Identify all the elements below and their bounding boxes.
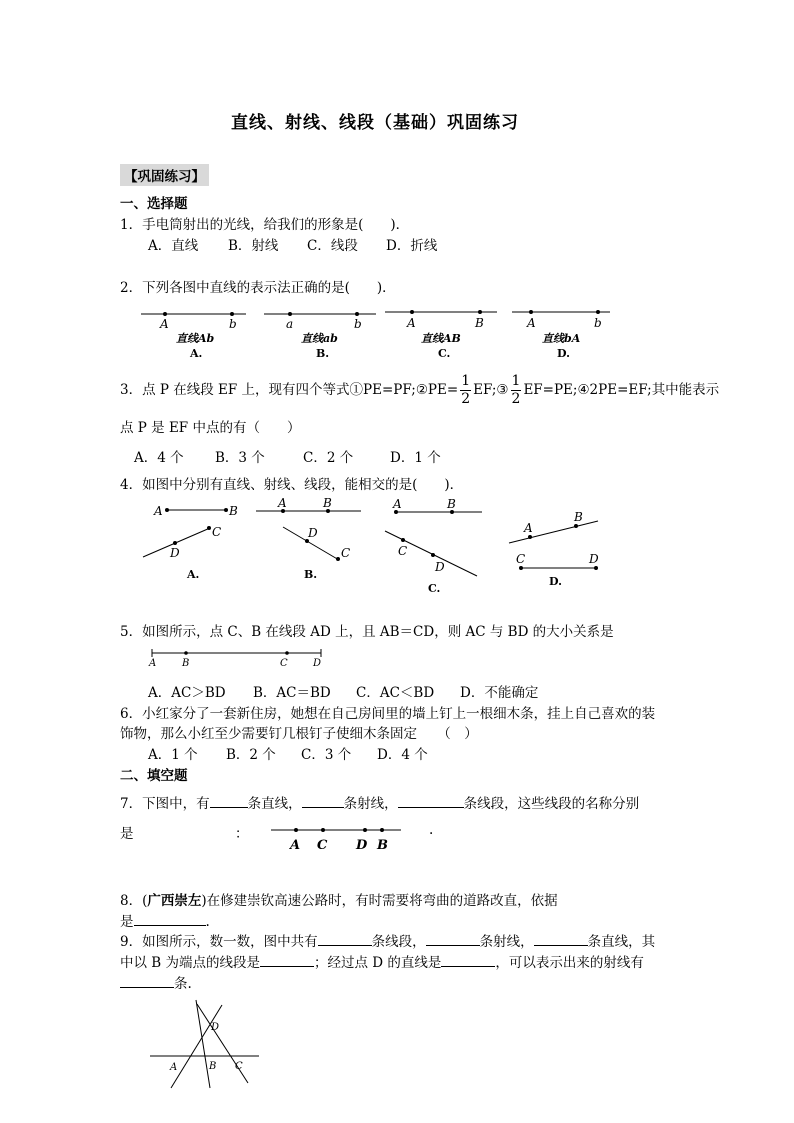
q2-d-letter: D. [557, 347, 570, 360]
section-tag: 【巩固练习】 [120, 164, 209, 186]
q8-line2-end: . [205, 914, 210, 930]
q9-text-8: 条. [174, 976, 192, 992]
q1-option-d: D．折线 [386, 238, 438, 254]
q6-option-a: A．1 个 [148, 747, 198, 763]
q7-text-2: 条直线， [247, 796, 302, 812]
q7-line-2-start: 是 [120, 826, 134, 842]
q2-d-label-right: b [594, 316, 602, 330]
q4c-label-d: D [435, 560, 445, 574]
q2-d-label-left: A [527, 316, 536, 330]
section-heading-choice: 一、选择题 [120, 196, 188, 212]
q6-line-1: 6．小红家分了一套新住房，她想在自己房间里的墙上钉上一根细木条，挂上自己喜欢的装 [120, 706, 656, 722]
q2-a-letter: A. [190, 347, 203, 360]
q9-text-1: 9．如图所示，数一数，图中共有 [120, 934, 318, 950]
q3-text-2: EF;③ [473, 382, 509, 398]
q2-b-label-right: b [354, 317, 362, 331]
q1-option-c: C．线段 [307, 238, 358, 254]
q9-text-4: 条直线，其 [587, 934, 656, 950]
q7-text-4: 条线段，这些线段的名称分别 [463, 796, 640, 812]
q9-label-d: D [211, 1022, 220, 1033]
page-title: 直线、射线、线段（基础）巩固练习 [231, 113, 519, 133]
q5-option-b: B．AC＝BD [253, 685, 331, 701]
q2-b-caption: 直线ab [301, 332, 338, 345]
q9-label-a: A [170, 1062, 178, 1073]
q3-text-1: 3．点 P 在线段 EF 上，现有四个等式①PE=PF;②PE= [120, 382, 459, 398]
q2-c-label-right: B [475, 316, 484, 330]
q5-option-d: D．不能确定 [460, 685, 539, 701]
q9-label-c: C [235, 1061, 243, 1072]
q4c-label-c: C [398, 544, 408, 558]
q9-text-3: 条射线， [479, 934, 534, 950]
q9-text-7: ，可以表示出来的射线有 [495, 955, 644, 971]
q2-c-caption: 直线AB [421, 332, 461, 345]
q4d-label-c: C [516, 552, 526, 566]
q5-label-c: C [280, 658, 288, 669]
q4b-label-b: B [323, 496, 332, 510]
q2-a-label-left: A [160, 317, 169, 331]
q7-label-b: B [377, 838, 388, 853]
q6-option-b: B．2 个 [226, 747, 276, 763]
q6-line-2: 饰物，那么小红至少需要钉几根钉子使细木条固定 （ ） [120, 726, 478, 742]
q1-option-a: A．直线 [148, 238, 199, 254]
q7-text-3: 条射线， [343, 796, 398, 812]
q4c-label-a: A [393, 497, 402, 511]
q3-frac1-den: 2 [461, 391, 471, 407]
q4-letter-a: A. [187, 568, 200, 581]
q3-option-c: C．2 个 [303, 450, 354, 466]
q7-colon: ： [235, 826, 249, 842]
q3-option-b: B．3 个 [215, 450, 265, 466]
q7-label-d: D [356, 838, 368, 853]
q4b-label-c: C [341, 546, 351, 560]
q5-label-d: D [313, 658, 322, 669]
q7-text-1: 7．下图中，有 [120, 796, 210, 812]
q4-letter-c: C. [428, 582, 441, 595]
q7-label-a: A [290, 838, 301, 853]
q5-option-a: A．AC＞BD [148, 685, 226, 701]
question-4: 4．如图中分别有直线、射线、线段，能相交的是( )． [120, 477, 464, 493]
q9-text-6: ；经过点 D 的直线是 [314, 955, 442, 971]
q9-text-5: 中以 B 为端点的线段是 [120, 955, 261, 971]
question-5: 5．如图所示，点 C、B 在线段 AD 上，且 AB＝CD，则 AC 与 BD 的大小关系是 [120, 624, 614, 640]
q2-b-letter: B. [316, 347, 330, 360]
q4d-label-a: A [524, 521, 533, 535]
q4b-label-d: D [308, 526, 318, 540]
q4b-label-a: A [278, 496, 287, 510]
q3-frac1-num: 1 [461, 373, 471, 389]
q3-text-3: EF=PE;④2PE=EF;其中能表示 [523, 382, 720, 398]
q3-frac2-den: 2 [511, 391, 521, 407]
q4-letter-d: D. [549, 575, 562, 588]
q5-label-a: A [149, 658, 157, 669]
q4c-label-b: B [447, 497, 456, 511]
q4a-label-d: D [170, 546, 180, 560]
question-1: 1．手电筒射出的光线，给我们的形象是( )． [120, 217, 410, 233]
q4d-label-b: B [574, 510, 583, 524]
q4a-label-a: A [154, 504, 163, 518]
q2-d-caption: 直线bA [542, 332, 581, 345]
q6-option-d: D．4 个 [377, 747, 428, 763]
q7-label-c: C [317, 838, 328, 853]
section-heading-fill: 二、填空题 [120, 768, 188, 784]
q8-text-post: )在修建崇钦高速公路时，有时需要将弯曲的道路改直，依据 [201, 893, 558, 909]
q1-option-b: B．射线 [228, 238, 279, 254]
q9-label-b: B [209, 1061, 217, 1072]
q4a-label-b: B [229, 504, 238, 518]
q4a-label-c: C [212, 525, 222, 539]
q5-option-c: C．AC＜BD [356, 685, 435, 701]
q2-a-label-right: b [229, 317, 237, 331]
q6-option-c: C．3 个 [301, 747, 352, 763]
q2-c-label-left: A [407, 316, 416, 330]
q4-letter-b: B. [304, 568, 318, 581]
q8-line2-text: 是 [120, 914, 134, 930]
q2-b-label-left: a [286, 317, 294, 331]
q7-period: . [429, 822, 434, 838]
q3-line-2: 点 P 是 EF 中点的有（ ） [120, 420, 301, 436]
question-2: 2．下列各图中直线的表示法正确的是( )． [120, 280, 396, 296]
q5-label-b: B [182, 658, 190, 669]
q2-a-caption: 直线Ab [176, 332, 215, 345]
q8-region: 广西崇左 [147, 893, 202, 909]
q9-text-2: 条线段， [371, 934, 426, 950]
q4d-label-d: D [589, 552, 599, 566]
q2-c-letter: C. [438, 347, 451, 360]
q8-text-pre: 8．( [120, 893, 148, 909]
q3-option-d: D．1 个 [390, 450, 441, 466]
q3-option-a: A．4 个 [134, 450, 184, 466]
q3-frac2-num: 1 [511, 373, 521, 389]
